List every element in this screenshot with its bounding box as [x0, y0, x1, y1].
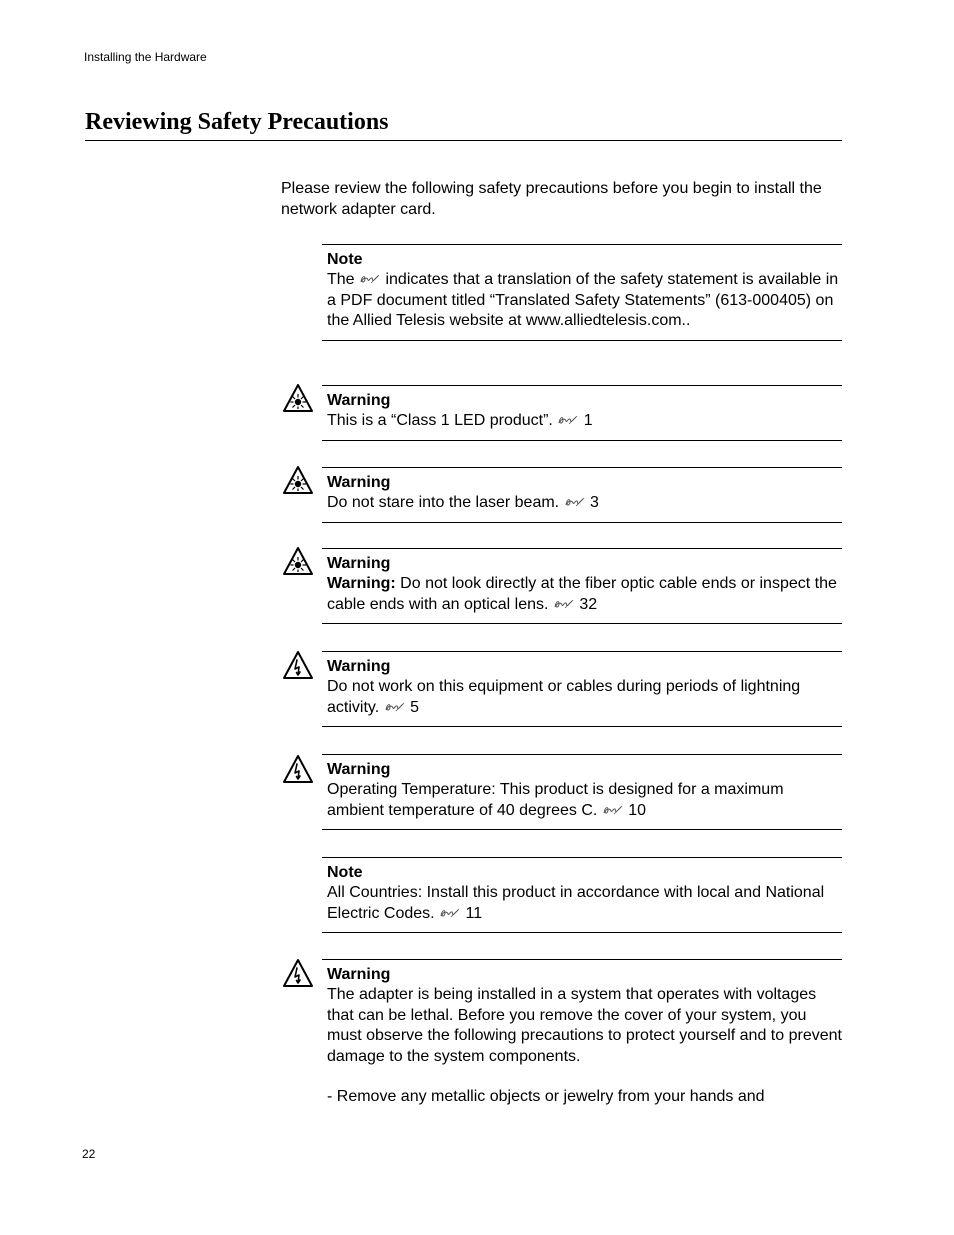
note-body — [327, 270, 842, 332]
warning-fiber-optic — [322, 548, 842, 624]
note-text-start: The — [327, 271, 360, 288]
translation-ref-number: 3 — [590, 494, 599, 511]
translation-ref-number: 5 — [410, 698, 419, 716]
warning-lethal-voltage — [322, 959, 842, 1116]
translation-ref-number: 10 — [628, 801, 647, 819]
translation-icon — [557, 414, 579, 426]
translation-ref-number: 32 — [579, 595, 598, 613]
note-text: All Countries: Install this product in accordance with local and National Electric Codes. — [327, 884, 825, 922]
running-header: Installing the Hardware — [84, 50, 207, 64]
precaution-item: - Remove any metallic objects or jewelry from your hands and — [327, 1088, 765, 1105]
warning-text: Do not stare into the laser beam. — [327, 494, 564, 511]
translation-ref-number: 11 — [465, 904, 483, 922]
note-translation — [322, 244, 842, 341]
electrical-warning-icon — [282, 754, 314, 784]
note-electric-codes — [322, 857, 842, 933]
note-heading: Note — [327, 251, 363, 268]
electrical-warning-icon — [282, 958, 314, 988]
warning-heading: Warning — [327, 474, 391, 491]
warning-heading: Warning — [327, 966, 391, 983]
warning-heading: Warning — [327, 392, 391, 409]
warning-bold-prefix: Warning: — [327, 575, 396, 592]
laser-warning-icon — [282, 383, 314, 413]
warning-body — [327, 677, 842, 718]
warning-operating-temperature — [322, 754, 842, 830]
translation-icon — [564, 496, 586, 508]
warning-class1-led — [322, 385, 842, 441]
translation-ref-number: 1 — [583, 412, 593, 429]
warning-text: This is a “Class 1 LED product”. — [327, 412, 558, 429]
translation-icon — [553, 598, 575, 610]
warning-laser-beam — [322, 467, 842, 523]
translation-icon — [359, 273, 381, 285]
warning-text: Do not work on this equipment or cables during periods of lightning activity. — [327, 678, 801, 716]
note-body — [327, 883, 842, 924]
translation-icon — [384, 701, 406, 713]
warning-body — [327, 780, 842, 821]
translation-icon — [602, 804, 624, 816]
warning-body — [327, 411, 842, 432]
laser-warning-icon — [282, 546, 314, 576]
note-text-end: indicates that a translation of the safety statement is available in a PDF document titled “Translated Safety Statements” (613-000405) on the Allied Telesis website at www.alliedtelesis.com.. — [327, 271, 839, 329]
warning-body — [327, 493, 842, 514]
warning-body — [327, 574, 842, 615]
warning-text: Do not look directly at the fiber optic cable ends or inspect the cable ends with an optical lens. — [327, 575, 837, 613]
section-title: Reviewing Safety Precautions — [85, 106, 842, 141]
warning-heading: Warning — [327, 761, 391, 778]
page-number: 22 — [82, 1147, 96, 1161]
warning-lightning — [322, 651, 842, 727]
warning-heading: Warning — [327, 555, 391, 572]
laser-warning-icon — [282, 465, 314, 495]
intro-paragraph: Please review the following safety precautions before you begin to install the network adapter card. — [281, 180, 822, 218]
warning-text: Operating Temperature: This product is designed for a maximum ambient temperature of 40 degrees C. — [327, 781, 784, 819]
note-heading: Note — [327, 864, 363, 881]
warning-body: The adapter is being installed in a system that operates with voltages that can be lethal. Before you remove the cover of your system, you must observe the following precautions to protect yourself and to prevent damage to the system components. — [327, 986, 842, 1065]
electrical-warning-icon — [282, 650, 314, 680]
warning-heading: Warning — [327, 658, 391, 675]
translation-icon — [439, 907, 461, 919]
